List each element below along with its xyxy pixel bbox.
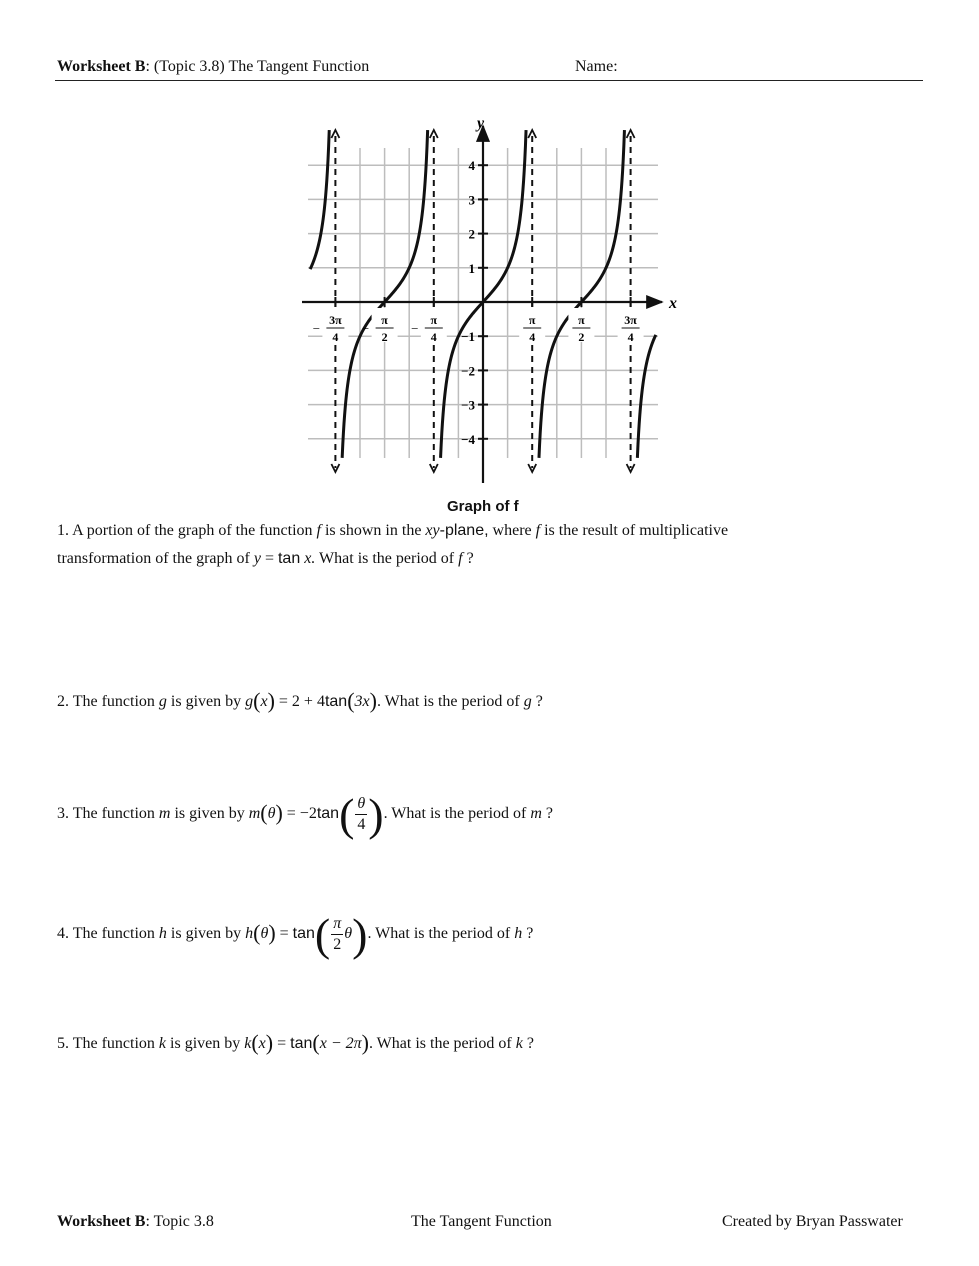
x-tick-num: π <box>430 313 438 327</box>
tangent-graph <box>290 108 690 488</box>
y-tick-label: −1 <box>461 329 475 345</box>
worksheet-title-bold: Worksheet B <box>57 58 146 75</box>
worksheet-title-rest: : (Topic 3.8) The Tangent Function <box>145 58 370 75</box>
y-tick-label: 3 <box>468 192 475 208</box>
question-4: 4. The function h is given by h(θ) = tan( $\frac{\pi}{2}$ θ). What is the period of h ? <box>57 909 534 960</box>
y-tick-label: −4 <box>461 431 475 447</box>
asymptote-arrow-down <box>627 464 635 472</box>
question-2: 2. The function g is given by g(x) = 2 + 4tan(3x). What is the period of g ? <box>57 688 543 713</box>
x-axis-label: x <box>669 295 677 312</box>
y-tick-label: −2 <box>461 363 475 379</box>
asymptote-arrow-down <box>331 464 339 472</box>
x-tick-den: 2 <box>381 330 388 344</box>
x-tick-num: 3π <box>329 313 342 327</box>
asymptote-arrow-down <box>528 464 536 472</box>
worksheet-title <box>57 58 369 76</box>
q3-var-2: m <box>530 805 542 822</box>
y-tick-label: 4 <box>468 158 475 174</box>
q1-f-var-3: f <box>458 550 463 567</box>
x-tick-den: 4 <box>430 330 437 344</box>
axes <box>302 115 677 483</box>
x-tick-den: 4 <box>332 330 339 344</box>
q1-f-var-2: f <box>535 522 541 539</box>
graph-caption-text: Graph of f <box>447 498 519 515</box>
question-5: 5. The function k is given by k(x) = tan(x − 2π). What is the period of k ? <box>57 1030 534 1055</box>
q2-var-2: g <box>523 693 532 710</box>
x-tick-num: π <box>578 313 585 327</box>
question-1-line-2: transformation of the graph of y = tan x. What is the period of f ? <box>57 550 474 567</box>
asymptote-arrow-down <box>430 464 438 472</box>
x-tick-num: 3π <box>624 313 637 327</box>
footer-center: The Tangent Function <box>411 1213 552 1230</box>
y-axis-label: y <box>477 115 485 132</box>
x-tick-sign: − <box>411 321 419 336</box>
y-tick-label: 1 <box>468 260 475 276</box>
x-tick-den: 4 <box>529 330 536 344</box>
x-tick-den: 2 <box>578 330 585 344</box>
q4-var-2: h <box>514 925 523 942</box>
x-tick-sign: − <box>312 321 321 336</box>
header-divider <box>55 80 923 81</box>
q5-var-2: k <box>515 1035 523 1052</box>
y-tick-label: 2 <box>468 226 475 242</box>
graph-caption <box>447 498 519 515</box>
x-tick-num: π <box>528 313 536 327</box>
x-tick-den: 4 <box>627 330 634 344</box>
question-3: 3. The function m is given by m(θ) = −2tan( $\frac{\theta}{4}$ ). What is the period of m ? <box>57 789 554 840</box>
footer-right: Created by Bryan Passwater <box>722 1213 903 1230</box>
y-tick-label: −3 <box>461 397 475 413</box>
x-tick-num: π <box>381 313 388 327</box>
x-tick-sign: − <box>361 321 370 336</box>
footer-left: Worksheet B: Topic 3.8 <box>57 1213 214 1230</box>
question-1-line-1: 1. A portion of the graph of the function f is shown in the xy-plane, where f is the result of multiplicative <box>57 522 729 539</box>
name-label: Name: <box>575 58 618 75</box>
